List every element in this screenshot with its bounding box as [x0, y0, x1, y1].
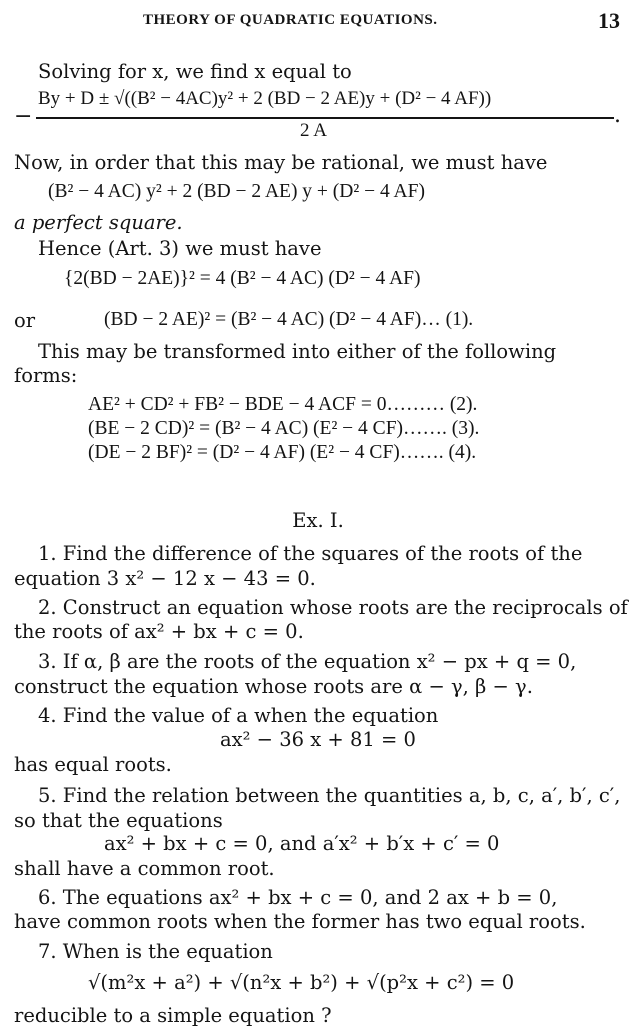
problem-4-equation: ax² − 36 x + 81 = 0 — [220, 728, 416, 751]
equation-brace: {2(BD − 2AE)}² = 4 (B² − 4 AC) (D² − 4 AF) — [64, 268, 421, 289]
problem-1-line-2: equation 3 x² − 12 x − 43 = 0. — [14, 567, 316, 590]
exercise-title: Ex. I. — [292, 509, 344, 532]
page-number: 13 — [598, 8, 620, 33]
problem-6-line-2: have common roots when the former has two equal roots. — [14, 910, 586, 933]
fraction-numerator: By + D ± √((B² − 4AC)y² + 2 (BD − 2 AE)y + (D² − 4 AF)) — [38, 88, 492, 109]
problem-2-line-2: the roots of ax² + bx + c = 0. — [14, 620, 304, 643]
equation-3: (BE − 2 CD)² = (B² − 4 AC) (E² − 4 CF)……. (3). — [88, 418, 480, 439]
equation-2: AE² + CD² + FB² − BDE − 4 ACF = 0……… (2). — [88, 394, 478, 415]
equation-4: (DE − 2 BF)² = (D² − 4 AF) (E² − 4 CF)……. (4). — [88, 442, 477, 463]
rational-line: Now, in order that this may be rational, we must have — [14, 151, 548, 174]
perfect-square-line: a perfect square. — [14, 211, 183, 234]
problem-5-line-3: shall have a common root. — [14, 857, 275, 880]
problem-1-line-1: 1. Find the difference of the squares of the roots of the — [38, 542, 583, 565]
problem-3-line-2: construct the equation whose roots are α − γ, β − γ. — [14, 675, 533, 698]
fraction-period: . — [614, 103, 621, 128]
expression-line: (B² − 4 AC) y² + 2 (BD − 2 AE) y + (D² − 4 AF) — [48, 181, 425, 202]
problem-7-line-1: 7. When is the equation — [38, 940, 273, 963]
problem-2-line-1: 2. Construct an equation whose roots are the reciprocals of — [38, 596, 628, 619]
problem-7-equation: √(m²x + a²) + √(n²x + b²) + √(p²x + c²) = 0 — [88, 971, 515, 994]
problem-5-equation: ax² + bx + c = 0, and a′x² + b′x + c′ = 0 — [104, 832, 500, 855]
problem-6-line-1: 6. The equations ax² + bx + c = 0, and 2 ax + b = 0, — [38, 886, 558, 909]
fraction-denominator: 2 A — [300, 120, 327, 141]
running-title: THEORY OF QUADRATIC EQUATIONS. — [143, 12, 438, 28]
fraction-minus-sign: − — [14, 104, 33, 129]
problem-4-line-2: has equal roots. — [14, 753, 172, 776]
fraction-bar — [36, 117, 614, 119]
problem-5-line-1: 5. Find the relation between the quantities a, b, c, a′, b′, c′, — [38, 784, 621, 807]
equation-1: (BD − 2 AE)² = (B² − 4 AC) (D² − 4 AF)… (1). — [104, 309, 474, 330]
transform-line-2: forms: — [14, 364, 78, 387]
problem-5-line-2: so that the equations — [14, 809, 223, 832]
hence-line: Hence (Art. 3) we must have — [38, 237, 322, 260]
problem-7-line-2: reducible to a simple equation ? — [14, 1004, 332, 1027]
solving-line: Solving for x, we find x equal to — [38, 60, 352, 83]
or-label: or — [14, 309, 36, 332]
problem-3-line-1: 3. If α, β are the roots of the equation x² − px + q = 0, — [38, 650, 577, 673]
running-header — [0, 8, 636, 38]
problem-4-line-1: 4. Find the value of a when the equation — [38, 704, 439, 727]
transform-line-1: This may be transformed into either of the following — [38, 340, 557, 363]
